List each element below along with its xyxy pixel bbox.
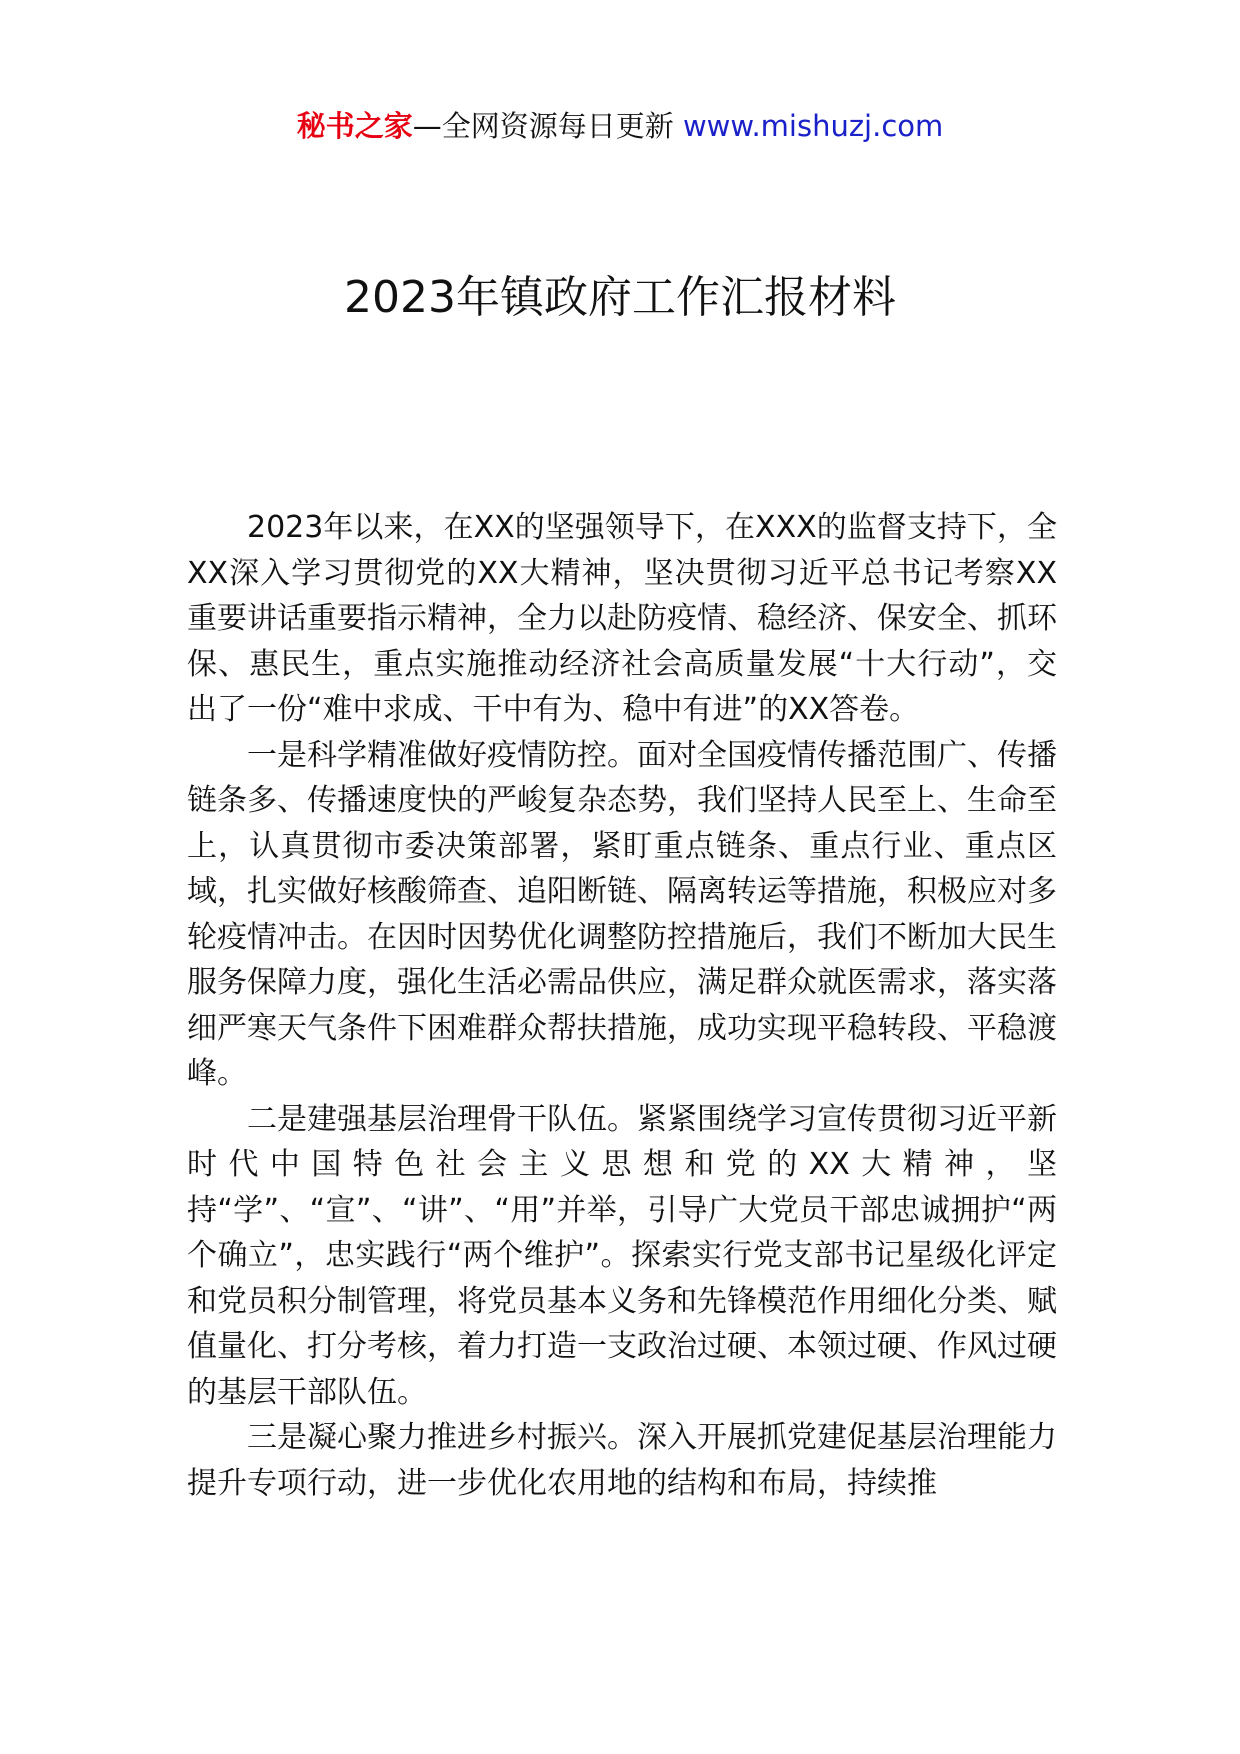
site-header [0,106,1240,146]
brand-name: 秘书之家 [296,109,413,143]
site-url-link[interactable]: www.mishuzj.com [682,109,944,143]
paragraph-rural-revitalization: 三是凝心聚力推进乡村振兴。深入开展抓党建促基层治理能力提升专项行动，进一步优化农用地的结构和布局，持续推 [187,1420,1057,1501]
paragraph-epidemic-control: 一是科学精准做好疫情防控。面对全国疫情传播范围广、传播链条多、传播速度快的严峻复杂态势，我们坚持人民至上、生命至上，认真贯彻市委决策部署，紧盯重点链条、重点行业、重点区域，扎实做好核酸筛查、追阳断链、隔离转运等措施，积极应对多轮疫情冲击。在因时因势优化调整防控措施后，我们不断加大民生服务保障力度，强化生活必需品供应，满足群众就医需求，落实落细严寒天气条件下困难群众帮扶措施，成功实现平稳转段、平稳渡峰。 [187,737,1057,1091]
paragraph-grassroots-team: 二是建强基层治理骨干队伍。紧紧围绕学习宣传贯彻习近平新时代中国特色社会主义思想和党的XX大精神，坚持“学”、“宣”、“讲”、“用”并举，引导广大党员干部忠诚拥护“两个确立”，忠实践行“两个维护”。探索实行党支部书记星级化评定和党员积分制管理，将党员基本义务和先锋模范作用细化分类、赋值量化、打分考核，着力打造一支政治过硬、本领过硬、作风过硬的基层干部队伍。 [187,1101,1057,1410]
document-body [187,505,1057,1506]
paragraph-intro: 2023年以来，在XX的坚强领导下，在XXX的监督支持下，全XX深入学习贯彻党的XX大精神，坚决贯彻习近平总书记考察XX重要讲话重要指示精神，全力以赴防疫情、稳经济、保安全、抓环保、惠民生，重点实施推动经济社会高质量发展“十大行动”，交出了一份“难中求成、干中有为、稳中有进”的XX答卷。 [187,510,1057,727]
header-tagline: —全网资源每日更新 [412,109,674,143]
document-title: 2023年镇政府工作汇报材料 [344,272,896,323]
